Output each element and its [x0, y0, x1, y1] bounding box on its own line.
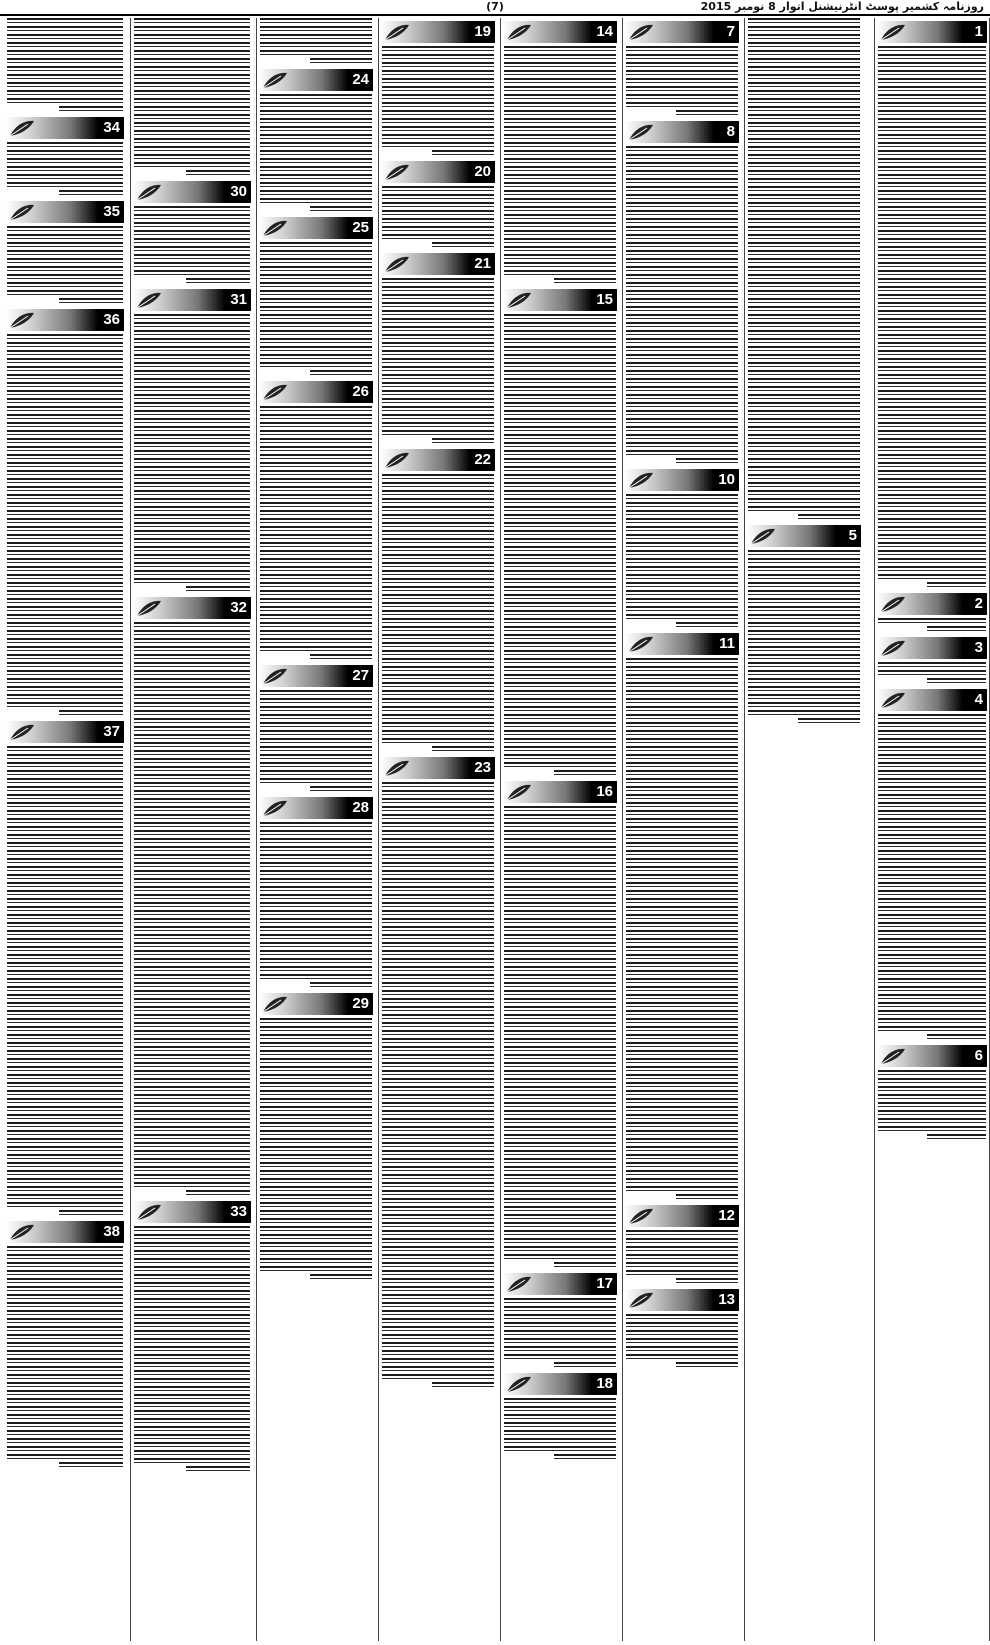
article-text: [626, 1230, 738, 1286]
section-number: 5: [848, 527, 857, 544]
article-text: [134, 18, 250, 178]
leaf-ornament-icon: [135, 1202, 163, 1222]
article-text: [878, 46, 986, 590]
article-text: [7, 334, 123, 718]
section-number: 3: [974, 639, 983, 656]
leaf-ornament-icon: [627, 22, 655, 42]
section-header: [133, 597, 251, 619]
section-number: 10: [718, 471, 735, 488]
section-number: 28: [352, 799, 369, 816]
article-text: [7, 1246, 123, 1470]
leaf-ornament-icon: [261, 994, 289, 1014]
section-number: 21: [474, 255, 491, 272]
leaf-ornament-icon: [505, 22, 533, 42]
leaf-ornament-icon: [627, 122, 655, 142]
article-text: [878, 618, 986, 634]
section-number: 26: [352, 383, 369, 400]
section-header: [625, 121, 739, 143]
article-column: [130, 18, 253, 1641]
article-text: [626, 494, 738, 630]
article-text: [626, 1314, 738, 1370]
section-number: 2: [974, 595, 983, 612]
leaf-ornament-icon: [879, 594, 907, 614]
page-number: (7): [486, 0, 504, 13]
section-number: 19: [474, 23, 491, 40]
article-column: [500, 18, 619, 1641]
section-number: 34: [103, 119, 120, 136]
section-header: [6, 117, 124, 139]
leaf-ornament-icon: [505, 1274, 533, 1294]
article-text: [7, 746, 123, 1218]
article-text: [504, 46, 616, 286]
article-text: [626, 46, 738, 118]
section-header: [381, 449, 495, 471]
section-number: 17: [596, 1275, 613, 1292]
leaf-ornament-icon: [627, 634, 655, 654]
article-text: [134, 1226, 250, 1474]
article-text: [260, 822, 372, 990]
article-text: [382, 782, 494, 1390]
section-number: 4: [974, 691, 983, 708]
article-text: [134, 206, 250, 286]
section-number: 18: [596, 1375, 613, 1392]
section-header: [625, 633, 739, 655]
leaf-ornament-icon: [261, 382, 289, 402]
leaf-ornament-icon: [383, 254, 411, 274]
section-number: 24: [352, 71, 369, 88]
article-text: [7, 142, 123, 198]
section-number: 27: [352, 667, 369, 684]
section-number: 29: [352, 995, 369, 1012]
article-text: [260, 242, 372, 378]
section-header: [259, 797, 373, 819]
section-header: [625, 1205, 739, 1227]
section-number: 14: [596, 23, 613, 40]
leaf-ornament-icon: [627, 470, 655, 490]
section-header: [625, 21, 739, 43]
article-column: [256, 18, 375, 1641]
masthead-title: روزنامہ کشمیر پوسٹ انٹرنیشنل اتوار 8 نومبر 2015: [700, 0, 984, 13]
article-text: [626, 146, 738, 466]
article-column: [874, 18, 990, 1641]
section-number: 11: [719, 635, 735, 652]
leaf-ornament-icon: [749, 526, 777, 546]
leaf-ornament-icon: [8, 310, 36, 330]
leaf-ornament-icon: [261, 218, 289, 238]
leaf-ornament-icon: [8, 722, 36, 742]
section-header: [259, 69, 373, 91]
section-number: 8: [726, 123, 735, 140]
article-column: [4, 18, 126, 1641]
leaf-ornament-icon: [383, 162, 411, 182]
section-header: [259, 665, 373, 687]
article-text: [260, 690, 372, 794]
leaf-ornament-icon: [135, 598, 163, 618]
section-header: [747, 525, 861, 547]
section-header: [503, 1373, 617, 1395]
section-number: 12: [718, 1207, 735, 1224]
section-number: 13: [718, 1291, 735, 1308]
leaf-ornament-icon: [8, 202, 36, 222]
section-header: [877, 689, 987, 711]
masthead: [0, 0, 990, 16]
section-header: [6, 1221, 124, 1243]
section-header: [259, 217, 373, 239]
leaf-ornament-icon: [383, 450, 411, 470]
section-header: [259, 381, 373, 403]
section-header: [381, 161, 495, 183]
article-text: [626, 658, 738, 1202]
leaf-ornament-icon: [8, 118, 36, 138]
article-text: [7, 18, 123, 114]
article-text: [260, 94, 372, 214]
section-number: 32: [230, 599, 247, 616]
article-column: [378, 18, 497, 1641]
leaf-ornament-icon: [8, 1222, 36, 1242]
section-header: [133, 289, 251, 311]
leaf-ornament-icon: [879, 1046, 907, 1066]
section-number: 20: [474, 163, 491, 180]
article-text: [382, 474, 494, 754]
section-header: [503, 1273, 617, 1295]
section-header: [877, 1045, 987, 1067]
section-number: 36: [103, 311, 120, 328]
section-number: 37: [103, 723, 120, 740]
section-header: [877, 637, 987, 659]
leaf-ornament-icon: [135, 290, 163, 310]
leaf-ornament-icon: [505, 1374, 533, 1394]
section-header: [503, 781, 617, 803]
section-header: [625, 469, 739, 491]
section-header: [133, 181, 251, 203]
article-text: [748, 18, 860, 522]
section-header: [6, 201, 124, 223]
leaf-ornament-icon: [879, 22, 907, 42]
section-header: [877, 21, 987, 43]
section-number: 38: [103, 1223, 120, 1240]
article-text: [260, 18, 372, 66]
section-header: [6, 721, 124, 743]
section-header: [381, 757, 495, 779]
leaf-ornament-icon: [383, 22, 411, 42]
section-header: [259, 993, 373, 1015]
article-text: [382, 186, 494, 250]
leaf-ornament-icon: [261, 666, 289, 686]
leaf-ornament-icon: [135, 182, 163, 202]
article-column: [744, 18, 863, 1641]
section-header: [381, 253, 495, 275]
article-text: [134, 314, 250, 594]
article-text: [504, 806, 616, 1270]
section-header: [503, 21, 617, 43]
article-text: [260, 1018, 372, 1282]
article-text: [504, 1398, 616, 1462]
article-text: [7, 226, 123, 306]
leaf-ornament-icon: [879, 690, 907, 710]
article-text: [504, 1298, 616, 1370]
leaf-ornament-icon: [505, 782, 533, 802]
leaf-ornament-icon: [261, 70, 289, 90]
section-number: 7: [726, 23, 735, 40]
section-header: [503, 289, 617, 311]
section-header: [381, 21, 495, 43]
section-header: [625, 1289, 739, 1311]
section-header: [6, 309, 124, 331]
leaf-ornament-icon: [505, 290, 533, 310]
section-number: 23: [474, 759, 491, 776]
article-text: [134, 622, 250, 1198]
article-text: [504, 314, 616, 778]
section-number: 25: [352, 219, 369, 236]
article-text: [382, 46, 494, 158]
section-header: [877, 593, 987, 615]
section-header: [133, 1201, 251, 1223]
leaf-ornament-icon: [261, 798, 289, 818]
section-number: 22: [474, 451, 491, 468]
article-column: [622, 18, 741, 1641]
leaf-ornament-icon: [627, 1206, 655, 1226]
leaf-ornament-icon: [879, 638, 907, 658]
section-number: 1: [974, 23, 983, 40]
article-text: [260, 406, 372, 662]
section-number: 31: [230, 291, 247, 308]
section-number: 15: [596, 291, 613, 308]
section-number: 16: [596, 783, 613, 800]
section-number: 33: [230, 1203, 247, 1220]
article-text: [878, 662, 986, 686]
section-number: 6: [974, 1047, 983, 1064]
leaf-ornament-icon: [383, 758, 411, 778]
article-text: [878, 1070, 986, 1142]
article-text: [748, 550, 860, 726]
section-number: 30: [230, 183, 247, 200]
article-text: [382, 278, 494, 446]
article-text: [878, 714, 986, 1042]
section-number: 35: [103, 203, 120, 220]
leaf-ornament-icon: [627, 1290, 655, 1310]
